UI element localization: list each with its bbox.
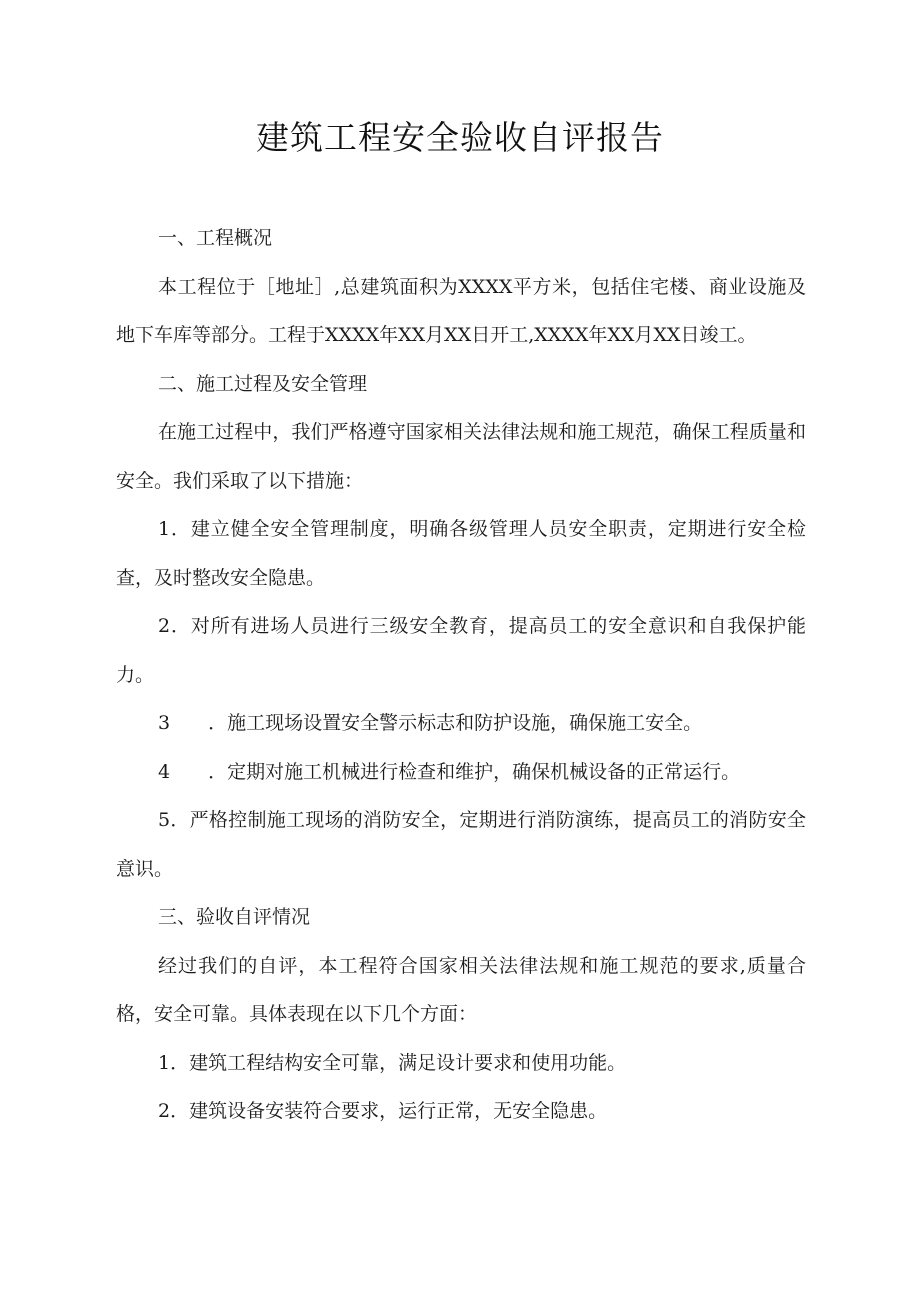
- list-item-evaluation-2: 2．建筑设备安装符合要求，运行正常，无安全隐患。: [158, 1100, 608, 1122]
- list-item-measure-3: 3 ．施工现场设置安全警示标志和防护设施，确保施工安全。: [158, 712, 703, 734]
- section-heading-overview: 一、工程概况: [158, 227, 273, 249]
- paragraph-evaluation-intro: 经过我们的自评，本工程符合国家相关法律法规和施工规范的要求,质量合格，安全可靠。具体表现在以下几个方面：: [116, 954, 806, 1025]
- list-item-evaluation-1: 1．建筑工程结构安全可靠，满足设计要求和使用功能。: [158, 1051, 627, 1074]
- list-item-measure-1: 1．建立健全安全管理制度，明确各级管理人员安全职责，定期进行安全检查，及时整改安全隐患。: [116, 518, 806, 589]
- list-item-measure-2: 2．对所有进场人员进行三级安全教育，提高员工的安全意识和自我保护能力。: [116, 615, 806, 686]
- list-item-measure-5: 5．严格控制施工现场的消防安全，定期进行消防演练，提高员工的消防安全意识。: [116, 809, 806, 880]
- page-title: 建筑工程安全验收自评报告: [256, 118, 664, 157]
- paragraph-construction-intro: 在施工过程中，我们严格遵守国家相关法律法规和施工规范，确保工程质量和安全。我们采取了以下措施：: [116, 421, 806, 492]
- document-body: [116, 214, 806, 1136]
- list-item-measure-4: 4 ．定期对施工机械进行检查和维护，确保机械设备的正常运行。: [158, 760, 741, 783]
- section-heading-evaluation: 三、验收自评情况: [158, 906, 311, 928]
- paragraph-overview: 本工程位于［地址］,总建筑面积为XXXX平方米，包括住宅楼、商业设施及地下车库等部分。工程于XXXX年XX月XX日开工,XXXX年XX月XX日竣工。: [116, 275, 806, 346]
- section-heading-construction: 二、施工过程及安全管理: [158, 372, 368, 395]
